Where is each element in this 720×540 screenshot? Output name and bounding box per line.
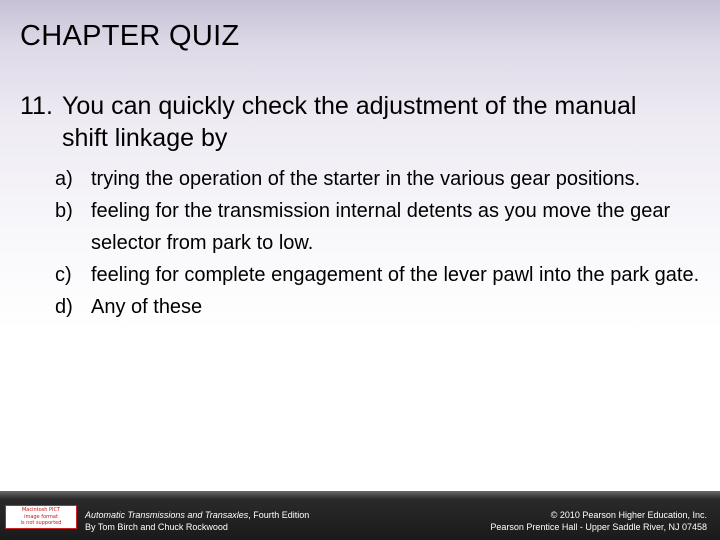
logo-text-line: image format xyxy=(24,513,58,520)
book-authors: By Tom Birch and Chuck Rockwood xyxy=(85,522,228,532)
footer-book-line xyxy=(85,509,309,521)
footer-bar xyxy=(0,491,720,540)
slide-title: CHAPTER QUIZ xyxy=(20,20,240,52)
logo-text-line: Macintosh PICT xyxy=(21,507,61,513)
option-letter: a) xyxy=(55,168,73,190)
book-edition: , Fourth Edition xyxy=(248,510,310,520)
question-number: 11. xyxy=(20,92,53,120)
answer-option-d xyxy=(55,291,705,323)
footer-copyright-info xyxy=(490,509,707,533)
option-text: feeling for complete engagement of the lever pawl into the park gate. xyxy=(91,264,700,286)
question xyxy=(20,90,670,154)
answer-options xyxy=(55,163,705,323)
option-text: trying the operation of the starter in the various gear positions. xyxy=(91,168,641,190)
answer-option-c xyxy=(55,259,705,291)
option-letter: d) xyxy=(55,296,73,318)
publisher-address: Pearson Prentice Hall - Upper Saddle River, NJ 07458 xyxy=(490,522,707,532)
option-text: Any of these xyxy=(91,296,203,318)
answer-option-a xyxy=(55,163,705,195)
option-text: feeling for the transmission internal detents as you move the gear selector from park to low. xyxy=(91,200,671,254)
question-text: You can quickly check the adjustment of the manual shift linkage by xyxy=(62,92,637,152)
option-letter: c) xyxy=(55,264,72,286)
book-title: Automatic Transmissions and Transaxles xyxy=(85,510,249,520)
footer-book-info xyxy=(85,509,309,533)
logo-text-line: is not supported xyxy=(20,520,62,526)
publisher-logo-placeholder xyxy=(5,505,77,529)
answer-option-b xyxy=(55,195,705,259)
option-letter: b) xyxy=(55,200,73,222)
copyright-text: © 2010 Pearson Higher Education, Inc. xyxy=(550,510,707,520)
